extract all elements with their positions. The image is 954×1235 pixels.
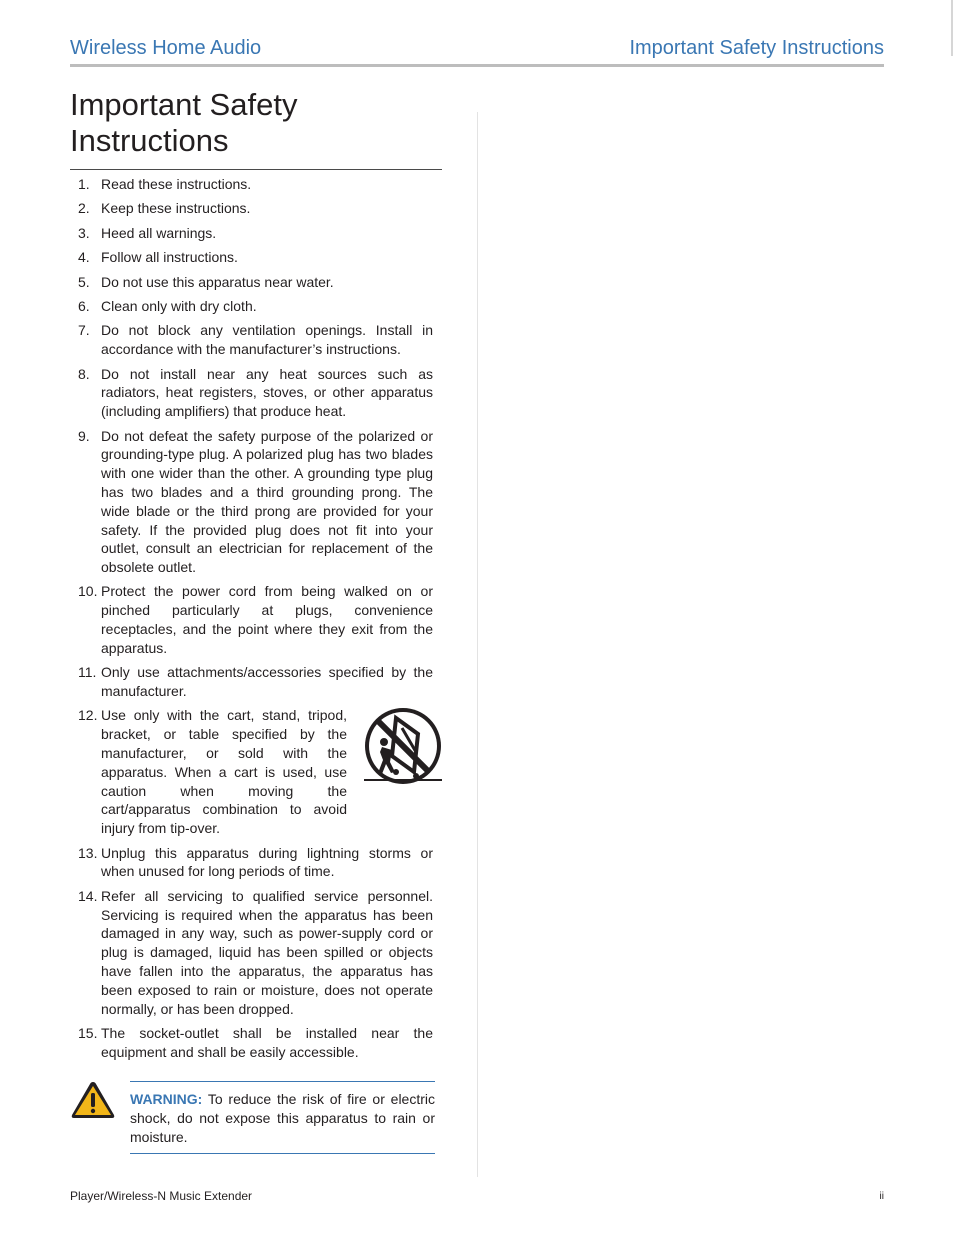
list-item — [70, 175, 433, 194]
item-text: Unplug this apparatus during lightning storms or when unused for long periods of time. — [101, 844, 433, 880]
page-edge-mark — [951, 0, 953, 56]
item-number: 13. — [78, 844, 98, 861]
item-text: Only use attachments/accessories specified by the manufacturer. — [101, 664, 433, 700]
item-text: Refer all servicing to qualified service personnel. Servicing is required when the apparatus has been damaged in any way, such as power-supply cord or plug is damaged, liquid has been spilled or objects have fallen into the apparatus, the apparatus has been exposed to rain or moisture, does not operate normally, or has been dropped. — [101, 887, 433, 1017]
item-text: Read these instructions. — [101, 176, 252, 192]
list-item — [70, 321, 433, 359]
item-number: 11. — [78, 664, 97, 681]
item-number: 7. — [78, 322, 90, 339]
item-number: 10. — [78, 583, 98, 600]
list-item — [70, 706, 433, 838]
list-item — [70, 199, 433, 218]
column-divider — [477, 112, 478, 1177]
warning-note — [130, 1090, 435, 1146]
page-title — [70, 87, 450, 159]
list-item — [70, 427, 433, 577]
item-text: Follow all instructions. — [101, 249, 238, 266]
list-item — [70, 887, 433, 1019]
header-left-title: Wireless Home Audio — [70, 37, 262, 59]
item-text: Keep these instructions. — [101, 200, 251, 217]
item-number: 4. — [78, 249, 90, 266]
list-item — [70, 224, 433, 243]
item-number: 8. — [78, 365, 90, 382]
warning-rule-top — [130, 1081, 435, 1082]
list-item — [70, 273, 433, 292]
item-number: 9. — [78, 427, 90, 444]
item-number: 2. — [78, 200, 90, 217]
warning-rule-bottom — [130, 1153, 435, 1154]
header-right-title: Important Safety Instructions — [629, 37, 884, 59]
item-number: 15. — [78, 1024, 98, 1041]
warning-label: WARNING: — [130, 1091, 203, 1107]
item-number: 3. — [78, 224, 90, 241]
item-text: Do not defeat the safety purpose of the polarized or grounding-type plug. A polarized plug has two blades with one wider than the other. A grounding type plug has two blades and a third grounding prong. The wide blade or the third prong are provided for your safety. If the provided plug does not fit into your outlet, consult an electrician for replacement of the obsolete outlet. — [101, 427, 433, 576]
item-number: 12. — [78, 707, 98, 724]
header-rule — [70, 64, 884, 67]
warning-triangle-icon — [70, 1080, 116, 1120]
page-title-line-2: Instructions — [70, 123, 229, 158]
list-item — [70, 844, 433, 882]
item-text: Heed all warnings. — [101, 224, 217, 241]
cart-tipover-warning-icon — [362, 706, 444, 788]
list-item — [70, 663, 433, 701]
item-number: 6. — [78, 297, 90, 314]
item-text: Protect the power cord from being walked on or pinched particularly at plugs, convenience receptacles, and the point where they exit from the apparatus. — [101, 583, 433, 656]
item-text: Do not block any ventilation openings. Install in accordance with the manufacturer’s instructions. — [101, 322, 433, 358]
list-item — [70, 297, 433, 316]
warning-text: To reduce the risk of fire or electric shock, do not expose this apparatus to rain or moisture. — [130, 1091, 435, 1145]
list-item — [70, 582, 433, 657]
item-text: Clean only with dry cloth. — [101, 297, 257, 314]
footer-page-number: ii — [879, 1191, 884, 1202]
item-text: Do not install near any heat sources such as radiators, heat registers, stoves, or other apparatus (including amplifiers) that produce heat. — [101, 365, 433, 420]
list-item — [70, 1024, 433, 1062]
list-item — [70, 365, 433, 421]
item-text: The socket-outlet shall be installed near the equipment and shall be easily accessible. — [101, 1024, 433, 1060]
list-item — [70, 248, 433, 267]
item-number: 5. — [78, 273, 90, 290]
footer-product-name: Player/Wireless-N Music Extender — [70, 1189, 253, 1203]
item-text: Do not use this apparatus near water. — [101, 273, 334, 290]
title-rule — [70, 169, 442, 170]
page-title-line-1: Important Safety — [70, 87, 298, 122]
item-number: 14. — [78, 887, 98, 904]
item-text: Use only with the cart, stand, tripod, bracket, or table specified by the manufacturer, or sold with the apparatus. When a cart is used, use caution when moving the cart/apparatus combination to avoid injury from tip-over. — [101, 707, 347, 837]
item-number: 1. — [78, 176, 90, 192]
safety-instructions-list — [70, 175, 433, 1067]
